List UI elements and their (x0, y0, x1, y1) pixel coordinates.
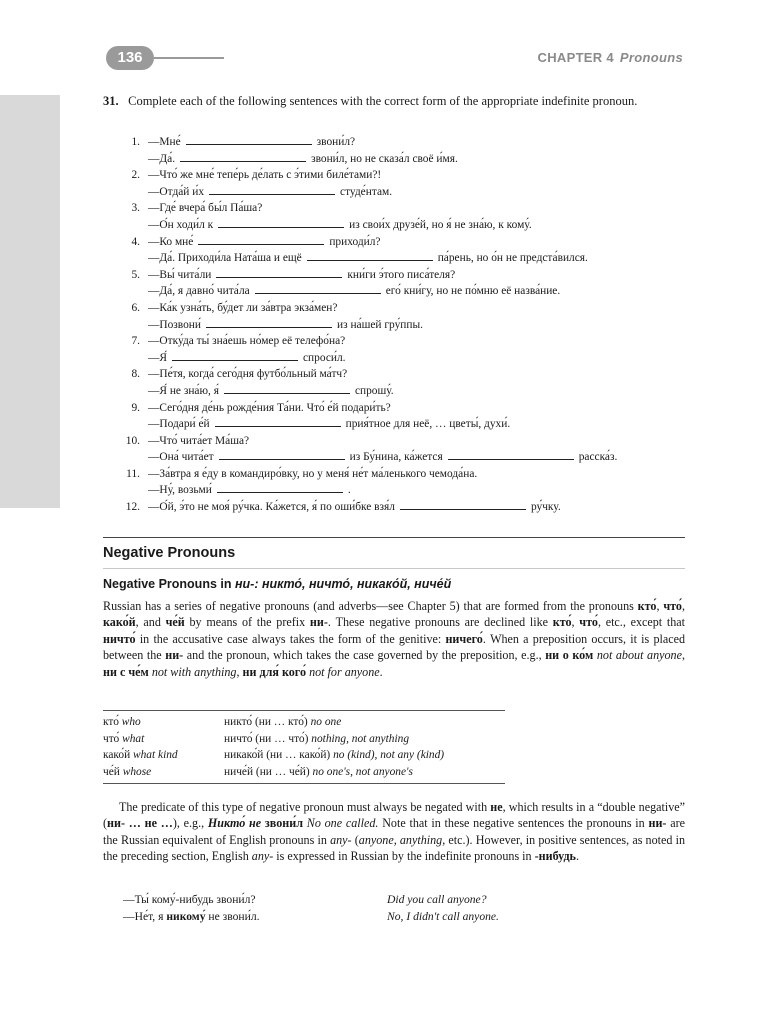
exercise-line (110, 449, 710, 466)
answer-blank[interactable] (218, 217, 344, 228)
base-pronoun: что́ what (103, 732, 145, 745)
exercise-line (110, 383, 710, 400)
side-thumb-tab (0, 95, 60, 508)
exercise-line (110, 400, 710, 417)
exercise-line (110, 200, 710, 217)
exercise-number: 31. (103, 94, 119, 108)
sentence-text: его́ кни́гу, но не по́мню её назва́ние. (385, 285, 561, 298)
sentence-text: —О́н ходи́л к (148, 218, 214, 231)
exercise-instruction: Complete each of the following sentences with the correct form of the appropriate indefinite pronoun. (128, 94, 638, 108)
table-row (103, 747, 505, 764)
answer-blank[interactable] (186, 134, 312, 145)
sentence-text: . (347, 484, 351, 497)
sentence-text: спроси́л. (303, 351, 346, 364)
exercise-line (110, 184, 710, 201)
sentence-text: —Я́ (148, 351, 167, 364)
sentence-text: —Подари́ е́й (148, 418, 210, 431)
chapter-title: Pronouns (619, 50, 683, 65)
sentence-text: —Ну́, возьми́ (148, 484, 212, 497)
answer-blank[interactable] (198, 234, 324, 245)
exercise-heading (103, 93, 685, 109)
exercise-line (110, 466, 710, 483)
sentence-text: —Что́ же мне́ тепе́рь де́лать с э́тими биле́тами?! (148, 169, 382, 182)
answer-blank[interactable] (307, 250, 433, 261)
exercise-line (110, 283, 710, 300)
subsection-title (103, 577, 451, 591)
sentence-text: —Вы́ чита́ли (148, 268, 212, 281)
answer-blank[interactable] (219, 449, 345, 460)
sentence-text: —Да́, я давно́ чита́ла (148, 285, 250, 298)
example-dialogue (123, 891, 573, 925)
item-number: 7. (131, 335, 140, 348)
subsection-title-russian: ни-: никто́, ничто́, никако́й, ниче́й (234, 577, 452, 591)
sentence-text: из свои́х друзе́й, но я́ не зна́ю, к кому́. (349, 218, 532, 231)
double-negative-paragraph: The predicate of this type of negative pronoun must always be negated with не, which results in a “double negative” (ни- … не …), e.g., Никто́ не звони́л No one called. Note that in these negative sentences the pronouns in ни- are the Russian equivalent of English pronouns in any- (anyone, anything, etc.). However, in positive sentences, as noted in the preceding section, English any- is expressed in Russian by the indefinite pronouns in -нибудь. (103, 800, 685, 864)
example-english: Did you call anyone? (387, 893, 487, 906)
example-row (123, 891, 573, 908)
exercise-line (110, 234, 710, 251)
sentence-text: —Сего́дня де́нь рожде́ния Та́ни. Что́ е́й подари́ть? (148, 401, 391, 414)
exercise-line (110, 333, 710, 350)
header-rule (154, 57, 224, 59)
sentence-text: —О́й, э́то не моя́ ру́чка. Ка́жется, я́ по оши́бке взя́л (148, 501, 395, 514)
sentence-text: —Да́. (148, 152, 176, 165)
exercise-line (110, 167, 710, 184)
exercise-line (110, 317, 710, 334)
sentence-text: приходи́л? (329, 235, 381, 248)
negative-pronoun: никто́ (ни … кто́) no one (224, 716, 342, 728)
sentence-text: из на́шей гру́ппы. (337, 318, 423, 331)
sentence-text: па́рень, но о́н не предста́вился. (437, 252, 588, 265)
sentence-text: —Да́. Приходи́ла Ната́ша и ещё (148, 252, 302, 265)
sentence-text: —Я́ не зна́ю, я́ (148, 384, 219, 397)
exercise-items (110, 134, 710, 516)
section-rule (103, 537, 685, 538)
section-title: Negative Pronouns (103, 545, 236, 561)
sentence-text: спрошу́. (354, 384, 394, 397)
exercise-line (110, 366, 710, 383)
sentence-text: —Что́ чита́ет Ма́ша? (148, 434, 250, 447)
exercise-line (110, 134, 710, 151)
item-number: 2. (131, 169, 140, 182)
page-number-badge: 136 (106, 46, 154, 70)
answer-blank[interactable] (255, 283, 381, 294)
chapter-label: CHAPTER 4 (537, 50, 614, 65)
exercise-line (110, 300, 710, 317)
exercise-line (110, 250, 710, 267)
sentence-text: студе́нтам. (340, 185, 393, 198)
sentence-text: —Ка́к узна́ть, бу́дет ли за́втра экза́мен? (148, 301, 338, 314)
sentence-text: —Позвони́ (148, 318, 201, 331)
answer-blank[interactable] (224, 383, 350, 394)
example-row (123, 908, 573, 925)
item-number: 3. (131, 202, 140, 215)
sentence-text: кни́ги э́того писа́теля? (347, 268, 456, 281)
sentence-text: прия́тное для неё, … цветы́, духи́. (345, 418, 511, 431)
answer-blank[interactable] (216, 267, 342, 278)
item-number: 9. (131, 401, 140, 414)
exercise-line (110, 350, 710, 367)
example-english: No, I didn't call anyone. (387, 910, 499, 923)
sentence-text: —Мне́ (148, 136, 181, 148)
item-number: 1. (131, 136, 140, 148)
sentence-text: —Отда́й и́х (148, 185, 205, 198)
sentence-text: —Отку́да ты́ зна́ешь но́мер её телефо́на? (148, 335, 346, 348)
negative-pronoun: ничто́ (ни … что́) nothing, not anything (224, 732, 410, 745)
item-number: 10. (125, 434, 140, 447)
table-top-rule (103, 710, 505, 711)
sentence-text: звони́л? (316, 136, 356, 148)
table-bottom-rule (103, 783, 505, 784)
answer-blank[interactable] (180, 151, 306, 162)
exercise-line (110, 416, 710, 433)
exercise-line (110, 217, 710, 234)
answer-blank[interactable] (217, 482, 343, 493)
sentence-text: звони́л, но не сказа́л своё и́мя. (311, 152, 458, 165)
example-russian: —Не́т, я никому́ не звони́л. (123, 910, 260, 923)
item-number: 8. (131, 368, 140, 381)
item-number: 11. (126, 467, 140, 480)
base-pronoun: че́й whose (103, 765, 152, 778)
negative-pronoun: ниче́й (ни … че́й) no one's, not anyone's (224, 765, 413, 778)
intro-paragraph: Russian has a series of negative pronouns (and adverbs—see Chapter 5) that are formed from the pronouns кто́, что́, како́й, and че́й by means of the prefix ни-. These negative pronouns are declined like кто́, что́, etc., except that ничто́ in the accusative case always takes the form of the genitive: ничего́. When a preposition occurs, it is placed between the ни- and the pronoun, which takes the case governed by the preposition, e.g., ни о ко́м not about anyone, ни с че́м not with anything, ни для́ кого́ not for anyone. (103, 599, 686, 679)
exercise-line (110, 433, 710, 450)
sentence-text: —Пе́тя, когда́ сего́дня футбо́льный ма́тч? (148, 368, 348, 381)
running-head (538, 50, 683, 65)
sentence-text: —Она́ чита́ет (148, 451, 214, 464)
item-number: 6. (131, 301, 140, 314)
sentence-text: расска́з. (578, 451, 618, 464)
table-row (103, 714, 505, 731)
item-number: 4. (131, 235, 140, 248)
exercise-line (110, 499, 710, 516)
subsection-title-prefix: Negative Pronouns in (103, 577, 235, 591)
base-pronoun: како́й what kind (103, 749, 178, 761)
sentence-text: ру́чку. (530, 501, 561, 514)
sentence-text: —За́втра я е́ду в командиро́вку, но у меня́ не́т ма́ленького чемода́на. (148, 467, 478, 480)
table-row (103, 764, 505, 781)
item-number: 5. (131, 268, 140, 281)
answer-blank[interactable] (172, 350, 298, 361)
answer-blank[interactable] (209, 184, 335, 195)
negative-pronoun: никако́й (ни … како́й) no (kind), not any (kind) (224, 749, 445, 761)
sentence-text: —Ко мне́ (148, 235, 194, 248)
example-russian: —Ты́ кому́-нибудь звони́л? (123, 893, 256, 906)
answer-blank[interactable] (215, 416, 341, 427)
subsection-rule (103, 568, 685, 569)
table-row (103, 731, 505, 748)
answer-blank[interactable] (400, 499, 526, 510)
answer-blank[interactable] (448, 449, 574, 460)
sentence-text: —Где́ вчера́ бы́л Па́ша? (148, 202, 263, 215)
base-pronoun: кто́ who (103, 716, 141, 728)
exercise-line (110, 267, 710, 284)
item-number: 12. (125, 501, 140, 514)
exercise-line (110, 482, 710, 499)
answer-blank[interactable] (206, 317, 332, 328)
pronoun-table (103, 714, 505, 780)
exercise-line (110, 151, 710, 168)
sentence-text: из Бу́нина, ка́жется (349, 451, 443, 464)
